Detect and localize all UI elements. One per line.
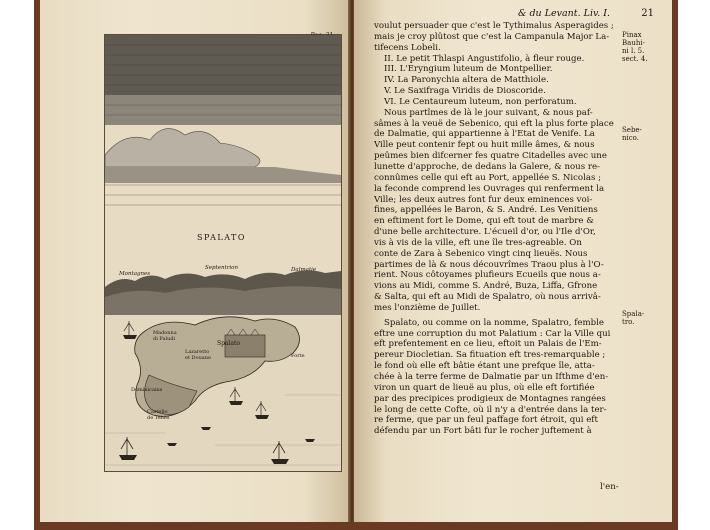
text-line: par des precipices prodigieux de Montagnes rangées [374, 393, 606, 404]
text-line: eft prefentement en ce lieu, eftoit un Palais de l'Em- [374, 339, 602, 350]
text-line: Nous partîmes de là le jour suivant, & nous paf- [384, 107, 593, 118]
text-line: mes l'onzième de Juillet. [374, 302, 481, 313]
text-line: re ferme, que par un feul paffage fort étroit, qui eft [374, 415, 598, 426]
text-line: sâmes à la veuë de Sebenico, qui eft la plus forte place [374, 118, 614, 129]
text-line: lunette d'approche, de dedans la Galere, & nous re- [374, 161, 600, 172]
engraved-plate [104, 34, 342, 472]
text-line: le fond où elle eft bâtie étant une prefque île, atta- [374, 361, 595, 372]
text-line: viron un quart de lieuë au plus, où elle eft fortifiée [374, 382, 595, 393]
text-line: la feconde comprend les Ouvrages qui renferment la [374, 183, 605, 194]
text-line: partimes de là & nous découvrîmes Traou plus à l'O- [374, 259, 604, 270]
text-line: eftre une corruption du mot Palatium : Car la Ville qui [374, 328, 611, 339]
text-line: conte de Zara à Sebenico vingt cinq lieuës. Nous [374, 248, 588, 259]
text-line: Ville peut contenir fept ou huit mille âmes, & nous [374, 140, 595, 151]
margin-note-sebenico: Sebe- nico. [622, 126, 642, 142]
text-line: chée à la terre ferme de Dalmatie par un Ifthme d'en- [374, 372, 609, 382]
map-label-dalmatie: Dalmatie [291, 267, 317, 273]
right-page [354, 0, 672, 522]
text-line: fines, appellées le Baron, & S. André. Les Venitiens [374, 205, 598, 216]
text-line: le long de cette Cofte, où il n'y a d'entrée dans la ter- [374, 404, 607, 415]
map-label-montagnes: Montagnes [119, 271, 151, 277]
map-title: SPALATO [197, 233, 246, 242]
page-number: 21 [641, 8, 654, 19]
text-line: vis à vis de la ville, eft une île tres-agreable. On [374, 237, 582, 248]
left-page [40, 0, 350, 522]
map-label-forte: Forte [291, 353, 305, 359]
open-book [34, 0, 678, 530]
text-line: tifecens Lobeli. [374, 42, 441, 53]
text-line: II. Le petit Thlaspi Angustifolio, à fleur rouge. [384, 53, 585, 64]
map-label-dominicains: Dominicains [131, 387, 163, 393]
text-line: Spalato, ou comme on la nomme, Spalatro, femble [384, 317, 604, 328]
text-line: VI. Le Centaureum luteum, non perforatum. [384, 96, 577, 107]
text-line: mais je croy plûtost que c'est la Campanula Major La- [374, 31, 610, 42]
text-line: en eftiment fort le Dome, qui eft tout de marbre & [374, 216, 594, 227]
text-line: connûmes celle qui eft au Port, appellée S. Nicolas ; [374, 172, 601, 183]
map-label-castello: Castello de Tenes [147, 409, 170, 421]
text-line: & Salta, qui eft au Midi de Spalatro, où nous arrivâ- [374, 292, 601, 303]
text-line: IV. La Paronychia altera de Matthiole. [384, 75, 549, 86]
text-line: III. L'Eryngium luteum de Montpellier. [384, 64, 553, 75]
margin-note-spalatro: Spala- tro. [622, 310, 645, 326]
text-line: pereur Diocletian. Sa fituation eft tres-remarquable ; [374, 350, 606, 361]
running-head-title: & du Levant. Liv. I. [518, 8, 611, 19]
text-line: défendu par un Fort bâti fur le rocher juftement à [374, 426, 592, 437]
map-engraving [105, 35, 341, 471]
map-label-madonna: Madonna di Paludi [153, 330, 177, 342]
text-line: vions au Midi, comme S. André, Buza, Liffa, Gfrone [374, 281, 598, 292]
map-label-spalato: Spalato [217, 340, 241, 347]
text-line: de Dalmatie, qui appartienne à l'Etat de Venife. La [374, 129, 595, 140]
text-line: voulut persuader que c'est le Tythimalus Asperagides ; [374, 21, 614, 31]
text-line: d'une belle architecture. L'écueil d'or, ou l'Ile d'Or, [374, 227, 596, 238]
text-line: peûmes bien difcerner fes quatre Citadelles avec une [374, 151, 607, 162]
text-line: Ville; les deux autres font fur deux eminences voi- [374, 194, 593, 205]
running-head [378, 8, 662, 22]
catchword: l'en- [600, 482, 619, 492]
body-text [374, 21, 620, 437]
text-line: V. Le Saxifraga Viridis de Dioscoride. [384, 86, 546, 97]
map-label-lazaretto: Lazaretto et Douane [185, 349, 211, 361]
margin-note-pinax: Pinax Bauhi- ni l. 5. sect. 4. [622, 31, 648, 63]
map-label-septentrion: Septentrion [205, 265, 239, 271]
text-line: rient. Nous côtoyames plufieurs Ecueils que nous a- [374, 270, 601, 281]
